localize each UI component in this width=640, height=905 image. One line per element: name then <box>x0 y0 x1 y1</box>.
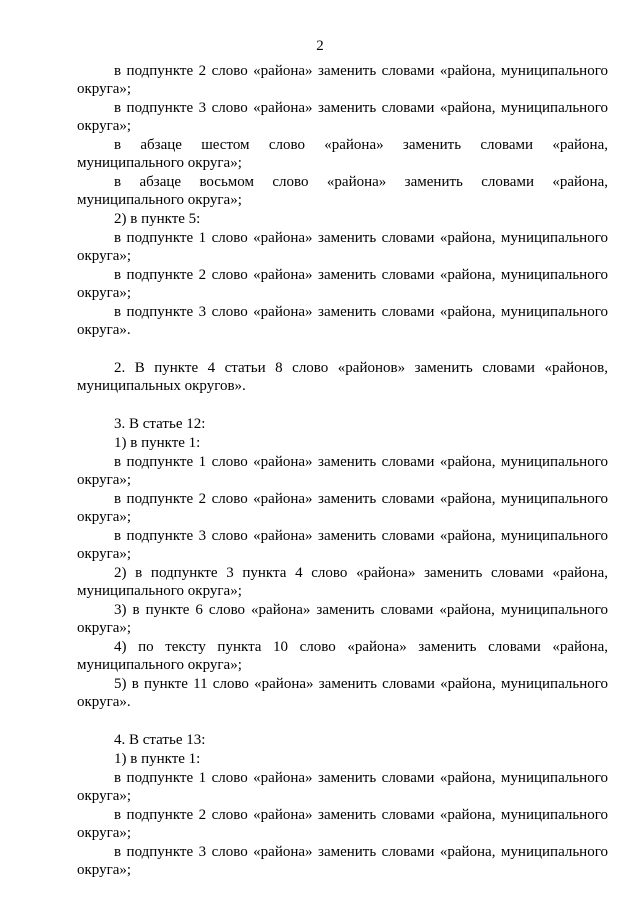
paragraph: 1) в пункте 1: <box>114 751 201 767</box>
paragraph: в абзаце шестом слово «района» заменить словами «района, муниципального округа»; <box>77 137 608 171</box>
paragraph: 2) в подпункте 3 пункта 4 слово «района» заменить словами «района, муниципального округа»; <box>77 565 608 599</box>
paragraph: в подпункте 1 слово «района» заменить словами «района, муниципального округа»; <box>77 454 608 488</box>
paragraph: 2) в пункте 5: <box>114 211 201 227</box>
paragraph: в подпункте 2 слово «района» заменить словами «района, муниципального округа»; <box>77 63 608 97</box>
paragraph: 1) в пункте 1: <box>114 435 201 451</box>
paragraph: 4. В статье 13: <box>114 732 206 748</box>
paragraph: 3) в пункте 6 слово «района» заменить словами «района, муниципального округа»; <box>77 602 608 636</box>
paragraph: в подпункте 1 слово «района» заменить словами «района, муниципального округа»; <box>77 230 608 264</box>
paragraph: 2. В пункте 4 статьи 8 слово «районов» заменить словами «районов, муниципальных округов». <box>77 360 608 394</box>
paragraph: в подпункте 2 слово «района» заменить словами «района, муниципального округа»; <box>77 807 608 841</box>
page-number: 2 <box>316 38 324 54</box>
paragraph: в абзаце восьмом слово «района» заменить словами «района, муниципального округа»; <box>77 174 608 208</box>
paragraph: в подпункте 3 слово «района» заменить словами «района, муниципального округа»; <box>77 528 608 562</box>
paragraph: в подпункте 1 слово «района» заменить словами «района, муниципального округа»; <box>77 770 608 804</box>
paragraph: 4) по тексту пункта 10 слово «района» заменить словами «района, муниципального округа»; <box>77 639 608 673</box>
paragraph: в подпункте 3 слово «района» заменить словами «района, муниципального округа»; <box>77 100 608 134</box>
paragraph: в подпункте 2 слово «района» заменить словами «района, муниципального округа»; <box>77 267 608 301</box>
paragraph: 5) в пункте 11 слово «района» заменить словами «района, муниципального округа». <box>77 676 608 710</box>
paragraph: в подпункте 2 слово «района» заменить словами «района, муниципального округа»; <box>77 491 608 525</box>
paragraph: в подпункте 3 слово «района» заменить словами «района, муниципального округа»; <box>77 844 608 878</box>
paragraph: в подпункте 3 слово «района» заменить словами «района, муниципального округа». <box>77 304 608 338</box>
document-body <box>77 62 608 880</box>
paragraph: 3. В статье 12: <box>114 416 206 432</box>
